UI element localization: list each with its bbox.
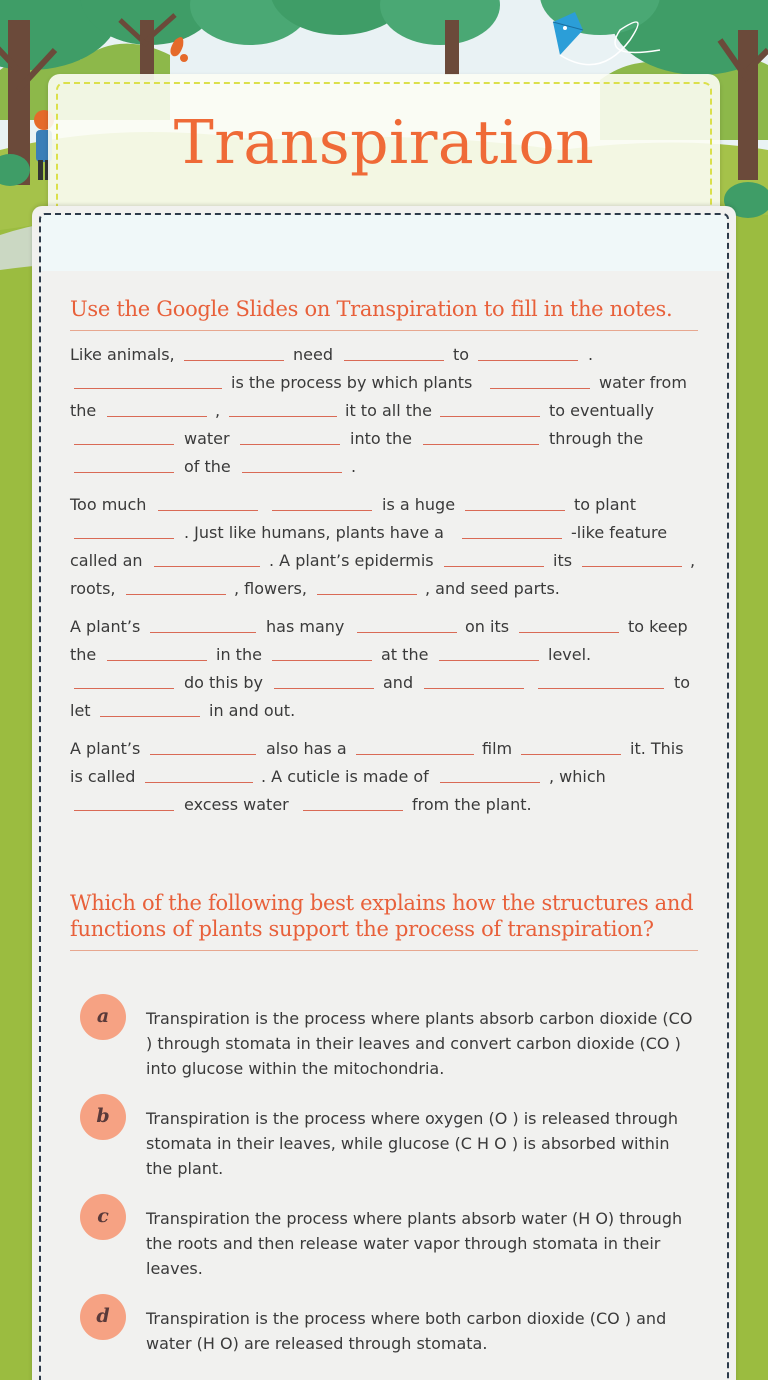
answer-blank[interactable]: [519, 632, 619, 633]
answer-blank[interactable]: [74, 472, 174, 473]
option-letter-badge: c: [80, 1194, 126, 1240]
notes-line: [70, 430, 698, 458]
answer-blank[interactable]: [150, 754, 256, 755]
notes-text: A plant’s: [70, 617, 141, 636]
notes-text: has many: [266, 617, 345, 636]
notes-text: to eventually: [549, 401, 655, 420]
answer-blank[interactable]: [150, 632, 256, 633]
answer-blank[interactable]: [439, 660, 539, 661]
worksheet-header-band: [41, 215, 727, 271]
answer-blank[interactable]: [154, 566, 260, 567]
notes-text: . Just like humans, plants have a: [184, 523, 444, 542]
option-text: Transpiration is the process where oxygen (O ) is released through stomata in their leaves, while glucose (C H O ) is absorbed within the plant.: [146, 1109, 679, 1178]
notes-text: also has a: [266, 739, 347, 758]
answer-blank[interactable]: [465, 510, 565, 511]
notes-text: Like animals,: [70, 345, 175, 364]
answer-blank[interactable]: [126, 594, 226, 595]
notes-heading: Use the Google Slides on Transpiration to fill in the notes.: [70, 296, 698, 331]
notes-text: , and seed parts.: [425, 579, 560, 598]
notes-text: do this by: [184, 673, 263, 692]
answer-blank[interactable]: [74, 810, 174, 811]
answer-blank[interactable]: [74, 688, 174, 689]
notes-line: [70, 458, 698, 486]
answer-blank[interactable]: [274, 688, 374, 689]
notes-text: and: [383, 673, 414, 692]
notes-text: called an: [70, 551, 143, 570]
answer-blank[interactable]: [74, 388, 222, 389]
fill-in-notes: [70, 346, 698, 824]
notes-text: to keep: [628, 617, 688, 636]
notes-line: [70, 674, 698, 702]
notes-text: to: [674, 673, 691, 692]
notes-line: [70, 524, 698, 552]
notes-text: . A cuticle is made of: [261, 767, 429, 786]
answer-blank[interactable]: [100, 716, 200, 717]
answer-blank[interactable]: [229, 416, 337, 417]
answer-blank[interactable]: [242, 472, 342, 473]
notes-line: [70, 374, 698, 402]
notes-text: water: [184, 429, 230, 448]
notes-line: [70, 646, 698, 674]
answer-blank[interactable]: [440, 782, 540, 783]
answer-blank[interactable]: [74, 538, 174, 539]
answer-blank[interactable]: [107, 416, 207, 417]
question-heading: Which of the following best explains how the structures and functions of plants support the process of transpiration?: [70, 890, 698, 951]
answer-blank[interactable]: [444, 566, 544, 567]
notes-text: to plant: [574, 495, 636, 514]
notes-line: [70, 740, 698, 768]
notes-line: [70, 402, 698, 430]
notes-text: ,: [215, 401, 221, 420]
notes-line: [70, 618, 698, 646]
answer-blank[interactable]: [490, 388, 590, 389]
notes-text: to: [453, 345, 470, 364]
notes-line: [70, 768, 698, 796]
notes-text: ,: [690, 551, 696, 570]
answer-blank[interactable]: [317, 594, 417, 595]
option-letter-badge: a: [80, 994, 126, 1040]
answer-blank[interactable]: [357, 632, 457, 633]
notes-text: is called: [70, 767, 136, 786]
notes-line: [70, 496, 698, 524]
notes-text: in and out.: [209, 701, 296, 720]
notes-text: it to all the: [345, 401, 432, 420]
option-letter-badge: b: [80, 1094, 126, 1140]
answer-blank[interactable]: [478, 360, 578, 361]
notes-line: [70, 552, 698, 580]
answer-blank[interactable]: [74, 444, 174, 445]
answer-blank[interactable]: [521, 754, 621, 755]
notes-text: on its: [465, 617, 510, 636]
answer-blank[interactable]: [356, 754, 474, 755]
notes-text: is the process by which plants: [231, 373, 473, 392]
answer-blank[interactable]: [303, 810, 403, 811]
answer-blank[interactable]: [424, 688, 524, 689]
notes-text: need: [293, 345, 333, 364]
notes-text: through the: [549, 429, 644, 448]
answer-blank[interactable]: [538, 688, 664, 689]
title-card: [48, 74, 720, 224]
notes-line: [70, 702, 698, 730]
notes-text: in the: [216, 645, 262, 664]
notes-text: is a huge: [382, 495, 456, 514]
notes-text: excess water: [184, 795, 289, 814]
notes-text: .: [351, 457, 357, 476]
notes-text: roots,: [70, 579, 116, 598]
notes-text: film: [482, 739, 513, 758]
notes-line: [70, 580, 698, 608]
answer-blank[interactable]: [423, 444, 539, 445]
option-letter-badge: d: [80, 1294, 126, 1340]
answer-blank[interactable]: [107, 660, 207, 661]
option-text: Transpiration the process where plants absorb water (H O) through the roots and then release water vapor through stomata in their leaves.: [146, 1209, 683, 1278]
notes-text: it. This: [630, 739, 684, 758]
answer-blank[interactable]: [184, 360, 284, 361]
notes-text: A plant’s: [70, 739, 141, 758]
answer-blank[interactable]: [582, 566, 682, 567]
notes-text: the: [70, 401, 97, 420]
notes-text: Too much: [70, 495, 147, 514]
notes-line: [70, 796, 698, 824]
answer-blank[interactable]: [272, 660, 372, 661]
notes-text: its: [553, 551, 573, 570]
notes-text: into the: [350, 429, 412, 448]
notes-text: at the: [381, 645, 429, 664]
notes-text: . A plant’s epidermis: [269, 551, 434, 570]
notes-text: .: [588, 345, 594, 364]
option-text: Transpiration is the process where both carbon dioxide (CO ) and water (H O) are released through stomata.: [146, 1309, 667, 1353]
notes-text: , which: [549, 767, 606, 786]
notes-text: the: [70, 645, 97, 664]
notes-text: water from: [599, 373, 687, 392]
answer-blank[interactable]: [462, 538, 562, 539]
option-text: Transpiration is the process where plants absorb carbon dioxide (CO ) through stomata in their leaves and convert carbon dioxide (CO ) into glucose within the mitochondria.: [146, 1009, 693, 1078]
notes-text: level.: [548, 645, 592, 664]
notes-text: , flowers,: [234, 579, 307, 598]
answer-blank[interactable]: [272, 510, 372, 511]
notes-text: let: [70, 701, 91, 720]
page-title: Transpiration: [173, 108, 595, 178]
notes-text: of the: [184, 457, 231, 476]
answer-blank[interactable]: [158, 510, 258, 511]
notes-text: from the plant.: [412, 795, 532, 814]
answer-blank[interactable]: [240, 444, 340, 445]
notes-line: [70, 346, 698, 374]
answer-blank[interactable]: [145, 782, 253, 783]
answer-blank[interactable]: [344, 360, 444, 361]
notes-text: -like feature: [571, 523, 668, 542]
answer-blank[interactable]: [440, 416, 540, 417]
